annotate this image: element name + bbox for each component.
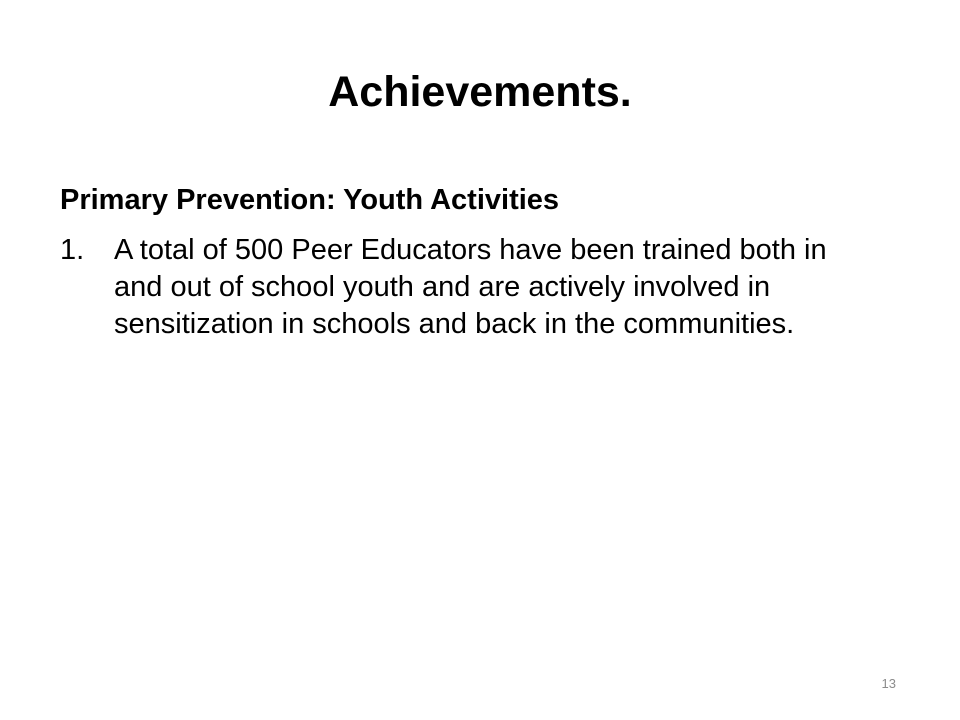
list-item-number: 1. (60, 234, 85, 266)
section-subheading: Primary Prevention: Youth Activities (60, 184, 560, 216)
list-item-text: A total of 500 Peer Educators have been trained both in and out of school youth and are actively involved in sensitization in schools and back in the communities. (114, 234, 827, 340)
list-item (60, 232, 880, 343)
page-number: 13 (881, 676, 896, 691)
slide-title: Achievements. (328, 68, 632, 116)
slide-content (60, 180, 880, 343)
